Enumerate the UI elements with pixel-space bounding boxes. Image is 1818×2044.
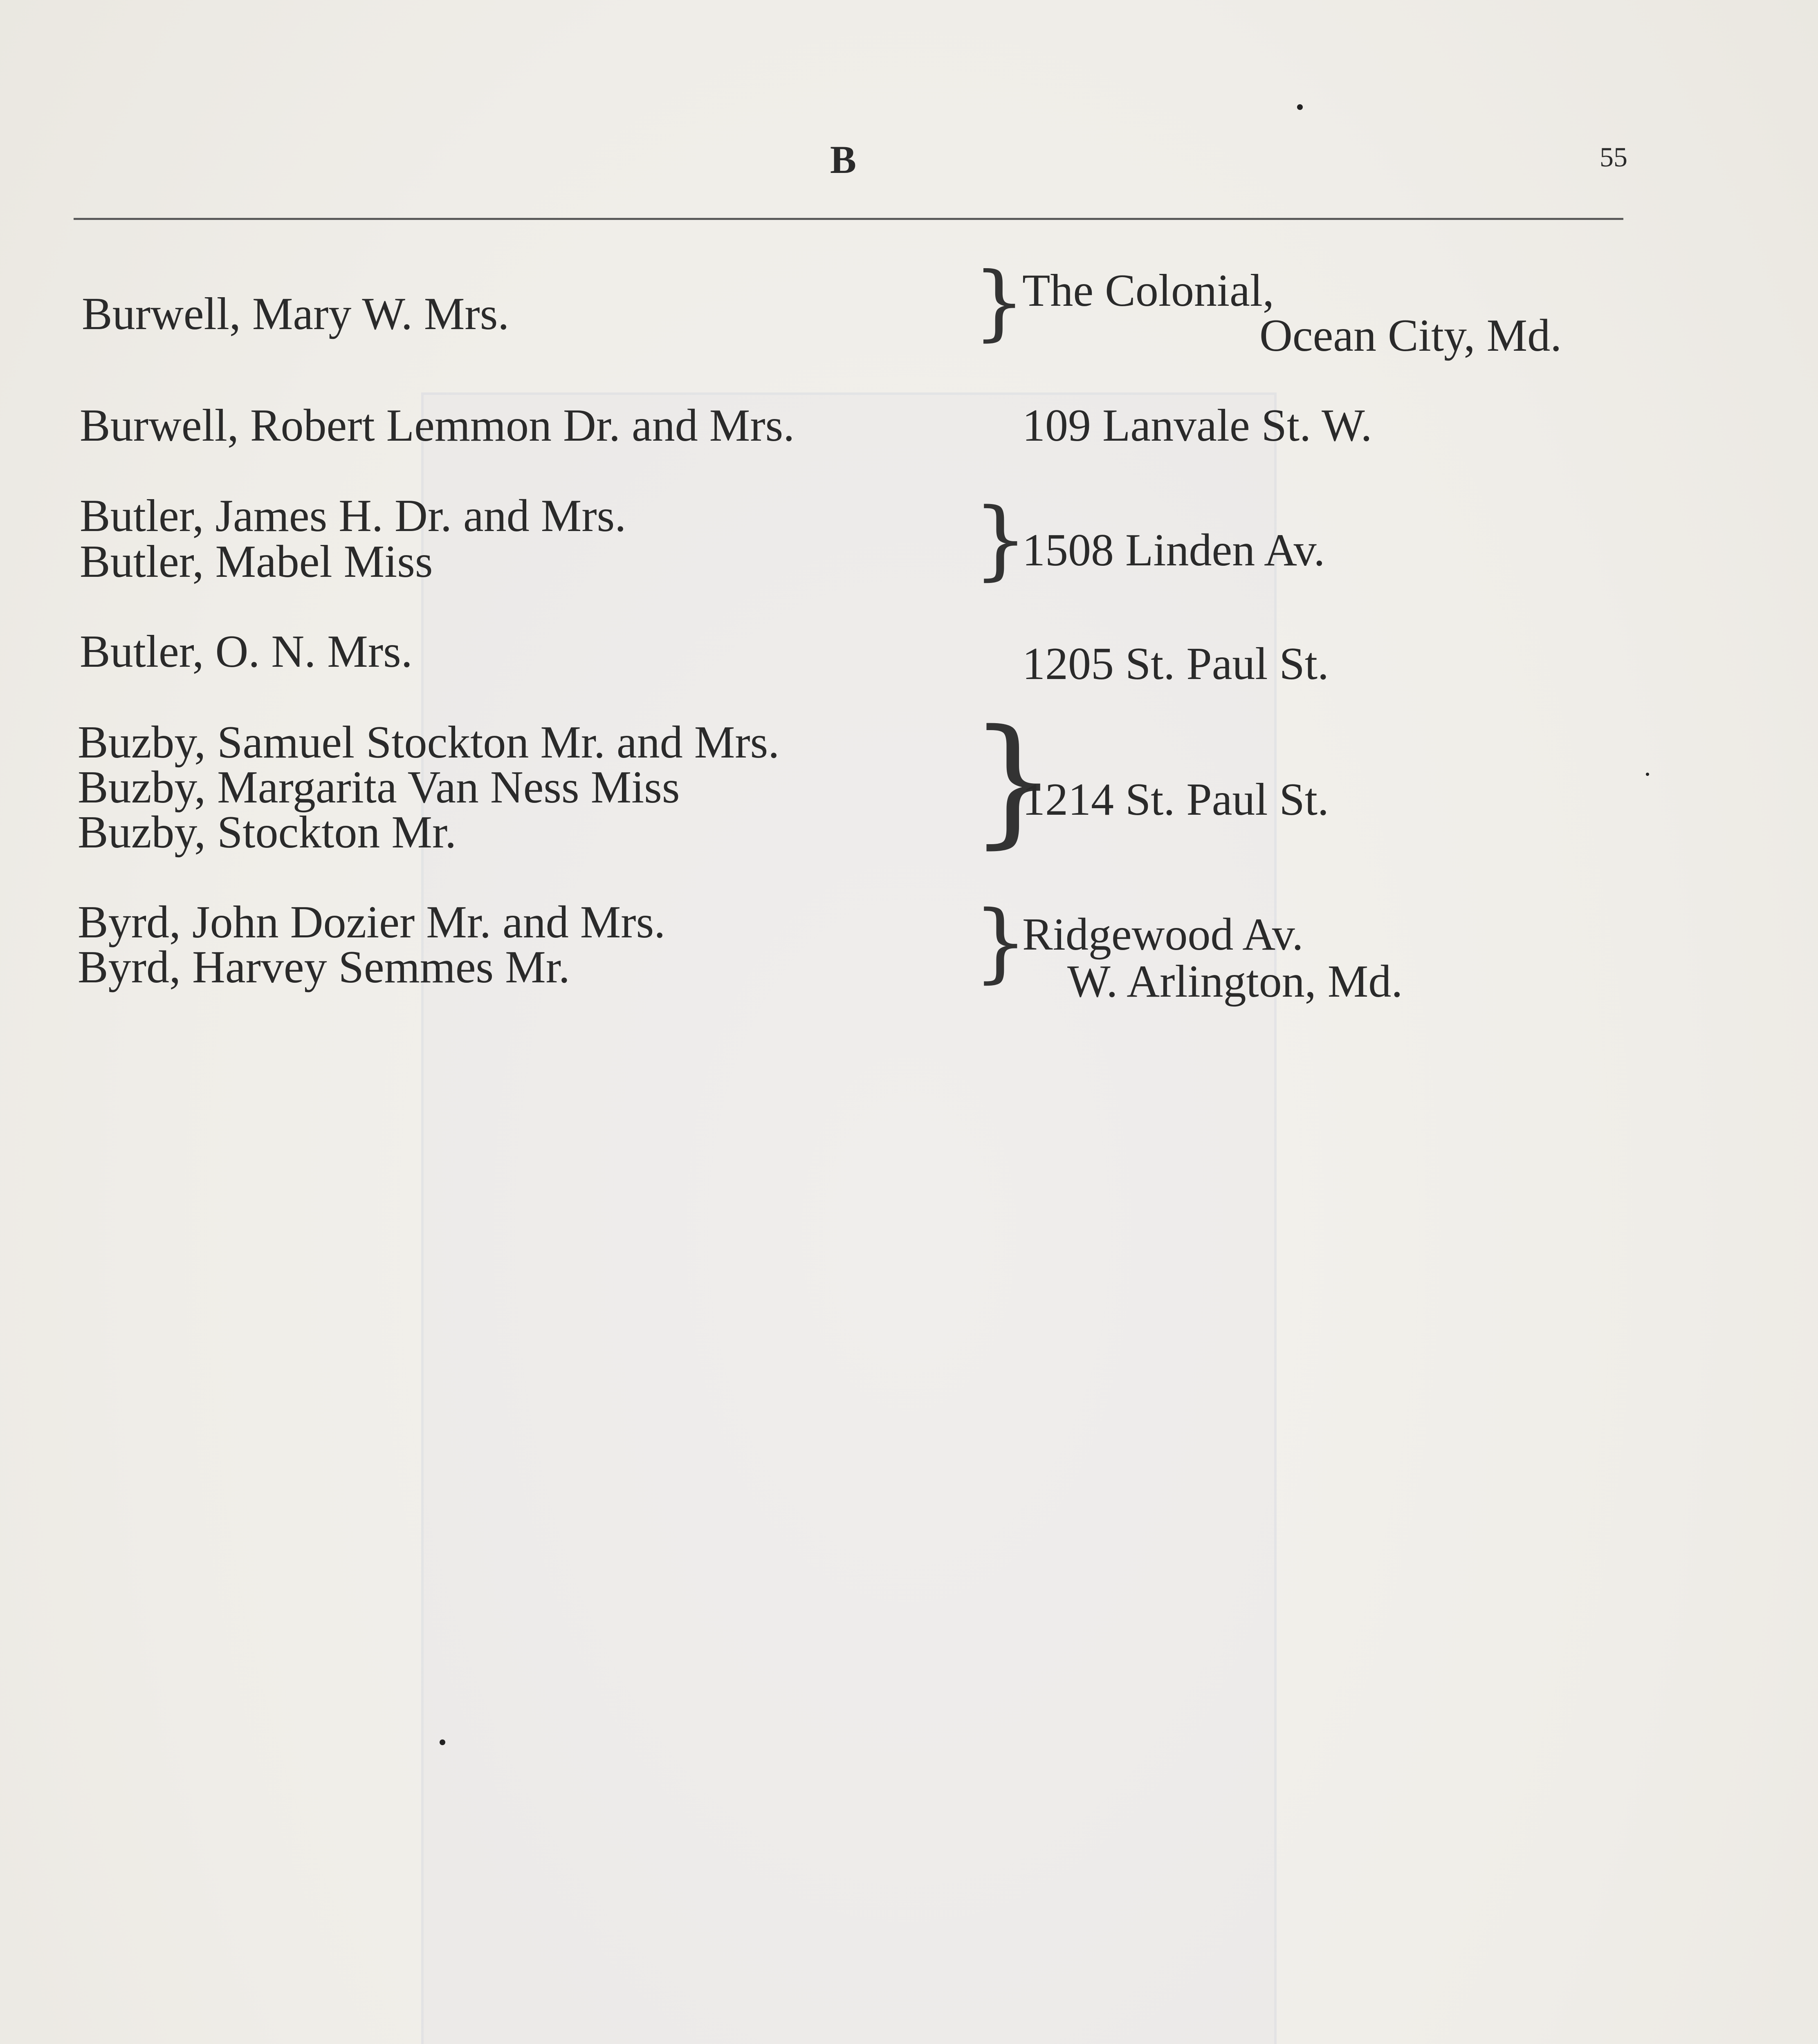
brace-icon: }	[969, 700, 1058, 862]
entry-name: Buzby, Margarita Van Ness Miss	[78, 762, 680, 813]
entry-name: Buzby, Samuel Stockton Mr. and Mrs.	[78, 717, 780, 768]
entry-address-line: Ocean City, Md.	[1259, 310, 1562, 361]
section-letter: B	[830, 138, 858, 182]
paper-speck	[1646, 773, 1649, 776]
paper-speck	[1297, 104, 1303, 110]
page-number: 55	[1600, 141, 1627, 173]
entry-name: Burwell, Robert Lemmon Dr. and Mrs.	[80, 400, 795, 451]
entry-name: Byrd, Harvey Semmes Mr.	[78, 942, 570, 993]
entry-name: Butler, Mabel Miss	[80, 536, 433, 587]
entry-name: Burwell, Mary W. Mrs.	[82, 289, 509, 339]
entry-address-line: W. Arlington, Md.	[1067, 956, 1403, 1007]
entry-address-line: 109 Lanvale St. W.	[1022, 400, 1372, 451]
header-rule	[74, 218, 1623, 220]
entry-address-line: The Colonial,	[1022, 265, 1274, 316]
entry-name: Buzby, Stockton Mr.	[78, 807, 457, 858]
entry-address-line: 1205 St. Paul St.	[1022, 639, 1329, 689]
brace-icon: }	[973, 255, 1026, 350]
brace-icon: }	[973, 892, 1028, 992]
paper-speck	[440, 1739, 445, 1745]
entry-address-line: 1214 St. Paul St.	[1022, 774, 1329, 825]
entry-name: Byrd, John Dozier Mr. and Mrs.	[78, 897, 666, 948]
entry-name: Butler, James H. Dr. and Mrs.	[80, 491, 626, 541]
brace-icon: }	[973, 489, 1028, 589]
entry-address-line: Ridgewood Av.	[1022, 909, 1304, 960]
entry-address-line: 1508 Linden Av.	[1022, 525, 1325, 576]
entry-name: Butler, O. N. Mrs.	[80, 626, 413, 677]
